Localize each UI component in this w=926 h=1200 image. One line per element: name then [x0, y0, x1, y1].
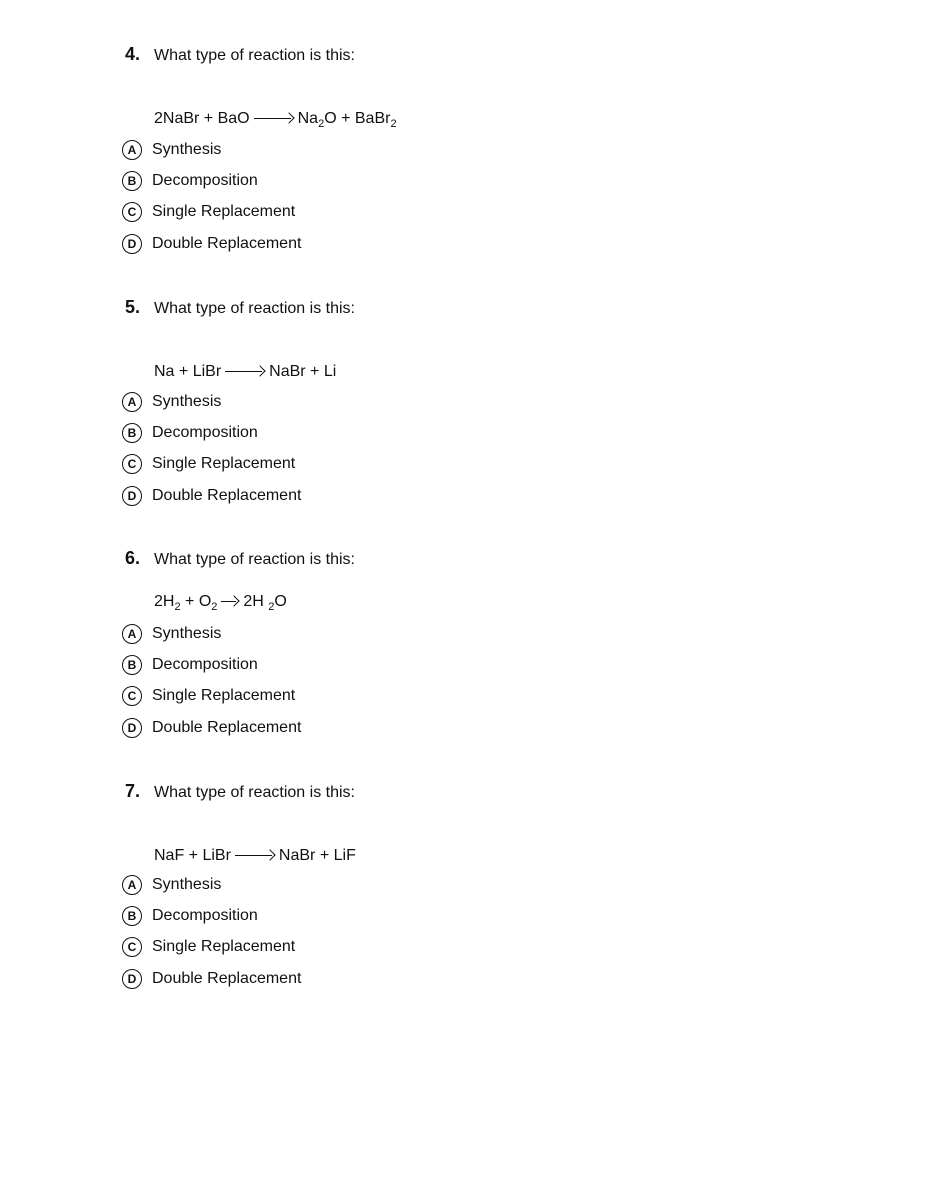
bubble-b-icon[interactable]: B: [122, 655, 142, 675]
bubble-d-icon[interactable]: D: [122, 234, 142, 254]
option-a[interactable]: A Synthesis: [120, 386, 301, 417]
question-number: 5.: [125, 297, 141, 317]
question-5: [120, 297, 355, 504]
question-prompt: What type of reaction is this:: [154, 47, 355, 64]
option-b[interactable]: B Decomposition: [120, 417, 301, 448]
option-a[interactable]: A Synthesis: [120, 134, 301, 165]
bubble-c-icon[interactable]: C: [122, 202, 142, 222]
bubble-d-icon[interactable]: D: [122, 969, 142, 989]
bubble-a-icon[interactable]: A: [122, 392, 142, 412]
question-number: 6.: [125, 548, 141, 568]
option-b[interactable]: B Decomposition: [120, 900, 301, 931]
bubble-b-icon[interactable]: B: [122, 423, 142, 443]
option-d[interactable]: D Double Replacement: [120, 712, 301, 743]
reaction-equation: NaF + LiBr NaBr + LiF: [154, 847, 356, 864]
option-c[interactable]: C Single Replacement: [120, 932, 301, 963]
reaction-equation: 2NaBr + BaO $Na_2O$ + BaBr$_2$: [154, 110, 397, 131]
question-6: [120, 548, 355, 736]
question-number: 7.: [125, 781, 141, 801]
reaction-equation: Na + LiBr NaBr + Li: [154, 363, 337, 380]
option-d[interactable]: D Double Replacement: [120, 963, 301, 994]
reaction-arrow-icon: [254, 113, 294, 123]
question-4: [120, 44, 397, 252]
bubble-d-icon[interactable]: D: [122, 486, 142, 506]
option-d[interactable]: D Double Replacement: [120, 480, 301, 511]
bubble-a-icon[interactable]: A: [122, 140, 142, 160]
answer-options: [120, 618, 301, 743]
option-a[interactable]: A Synthesis: [120, 869, 301, 900]
question-number: 4.: [125, 44, 141, 64]
bubble-b-icon[interactable]: B: [122, 906, 142, 926]
reaction-equation: $2H_2 + O_2$ 2H $_2$O: [154, 593, 287, 614]
option-b[interactable]: B Decomposition: [120, 649, 301, 680]
question-prompt: What type of reaction is this:: [154, 551, 355, 568]
question-prompt: What type of reaction is this:: [154, 300, 355, 317]
option-b[interactable]: B Decomposition: [120, 165, 301, 196]
question-7: [120, 781, 356, 987]
option-c[interactable]: C Single Replacement: [120, 197, 301, 228]
answer-options: [120, 869, 301, 994]
option-a[interactable]: A Synthesis: [120, 618, 301, 649]
bubble-c-icon[interactable]: C: [122, 686, 142, 706]
reaction-arrow-icon: [225, 366, 265, 376]
reaction-arrow-icon: [235, 850, 275, 860]
answer-options: [120, 386, 301, 511]
option-c[interactable]: C Single Replacement: [120, 681, 301, 712]
bubble-a-icon[interactable]: A: [122, 624, 142, 644]
option-d[interactable]: D Double Replacement: [120, 228, 301, 259]
option-c[interactable]: C Single Replacement: [120, 449, 301, 480]
answer-options: [120, 134, 301, 259]
bubble-c-icon[interactable]: C: [122, 454, 142, 474]
bubble-b-icon[interactable]: B: [122, 171, 142, 191]
question-prompt: What type of reaction is this:: [154, 784, 355, 801]
bubble-c-icon[interactable]: C: [122, 937, 142, 957]
bubble-a-icon[interactable]: A: [122, 875, 142, 895]
bubble-d-icon[interactable]: D: [122, 718, 142, 738]
reaction-arrow-icon: [221, 596, 239, 606]
